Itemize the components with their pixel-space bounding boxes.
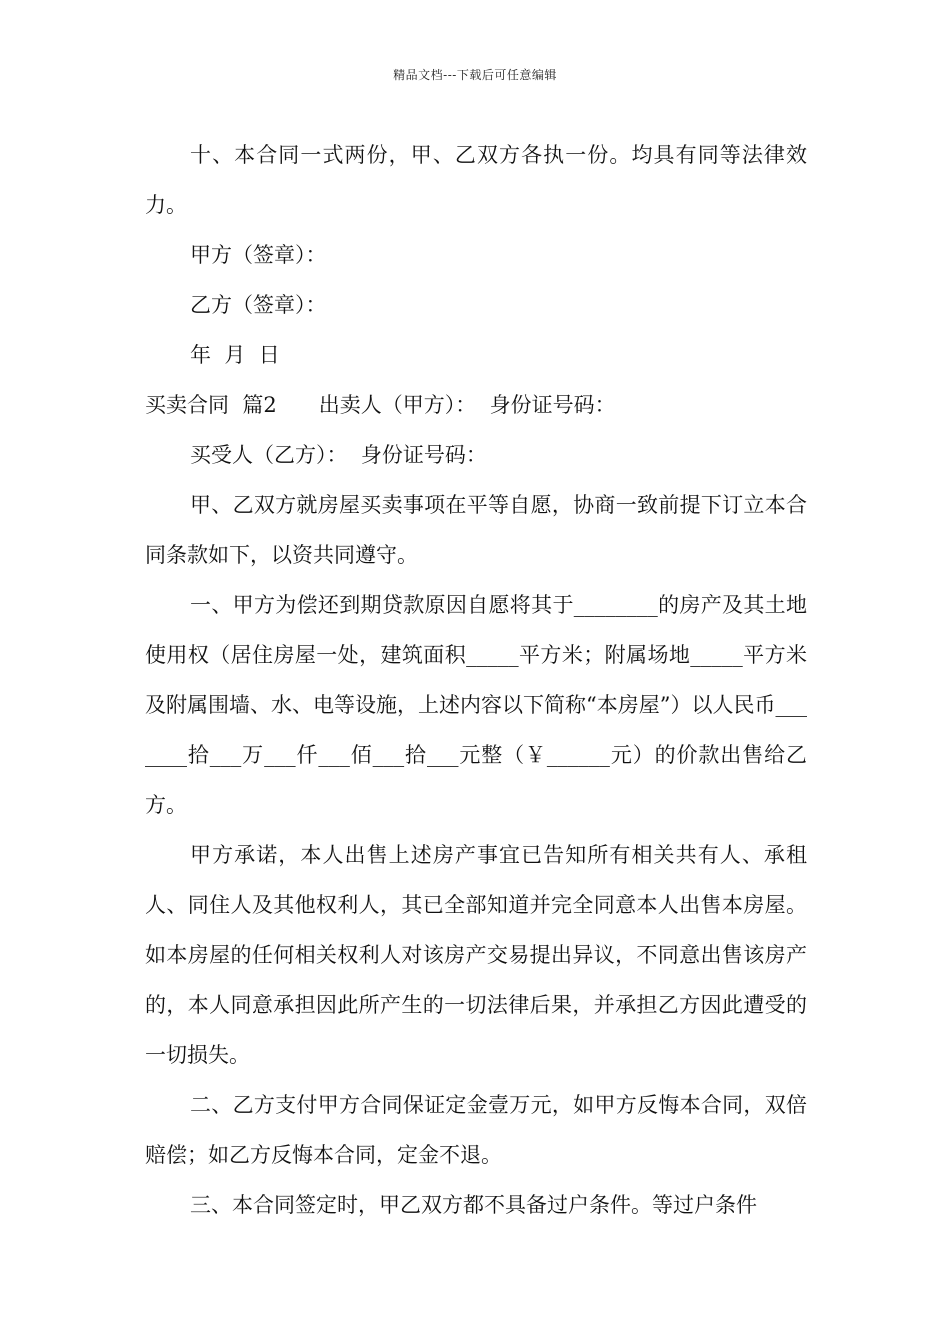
contract-body (145, 130, 807, 1230)
clause-ten: 十、本合同一式两份，甲、乙双方各执一份。均具有同等法律效力。 (145, 143, 807, 217)
clause-one: 一、甲方为偿还到期贷款原因自愿将其于________的房产及其土地使用权（居住房屋一处，建筑面积_____平方米；附属场地_____平方米及附属围墙、水、电等设施，上述内容以下简称“本房屋”）以人民币_______拾___万___仟___佰___拾___元整（￥______元）的价款出售给乙方。 (145, 593, 807, 817)
contract-two-heading (145, 380, 807, 430)
seller-line: 出卖人（甲方）： 身份证号码： (318, 393, 616, 417)
seller-commitment: 甲方承诺，本人出售上述房产事宜已告知所有相关共有人、承租人、同住人及其他权利人，其已全部知道并完全同意本人出售本房屋。如本房屋的任何相关权利人对该房产交易提出异议，不同意出售该房产的，本人同意承担因此所产生的一切法律后果，并承担乙方因此遭受的一切损失。 (145, 843, 807, 1067)
clause-two: 二、乙方支付甲方合同保证定金壹万元，如甲方反悔本合同，双倍赔偿；如乙方反悔本合同，定金不退。 (145, 1093, 807, 1167)
page-header: 精品文档---下载后可任意编辑 (393, 68, 557, 82)
buyer-line: 买受人（乙方）： 身份证号码： (190, 443, 487, 467)
preamble: 甲、乙双方就房屋买卖事项在平等自愿，协商一致前提下订立本合同条款如下，以资共同遵守。 (145, 493, 807, 567)
party-b-signature-line: 乙方（签章）： (190, 293, 327, 317)
clause-three: 三、本合同签定时，甲乙双方都不具备过户条件。等过户条件 (190, 1193, 757, 1217)
contract-title: 买卖合同 篇2 (145, 393, 277, 417)
date-line: 年 月 日 (190, 343, 280, 367)
party-a-signature-line: 甲方（签章）： (190, 243, 327, 267)
